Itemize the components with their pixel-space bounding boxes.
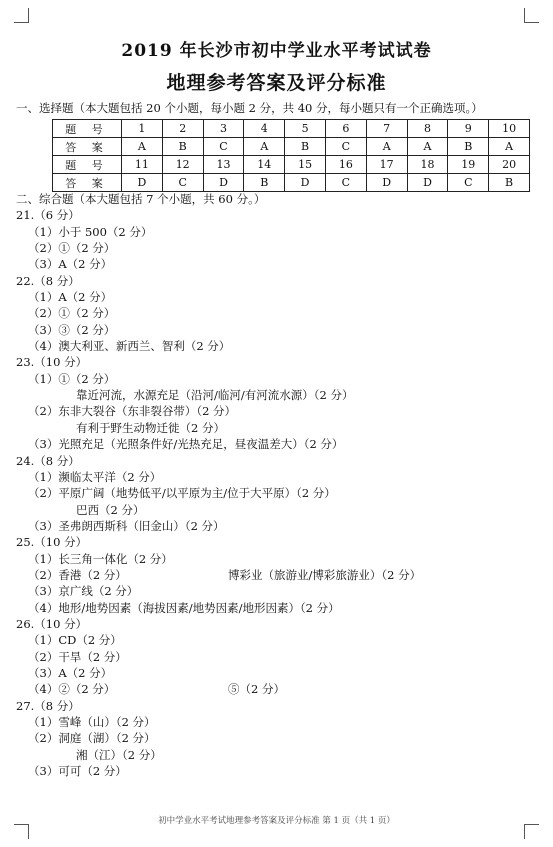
answer-line — [16, 567, 422, 583]
answer-text: （3）圣弗朗西斯科（旧金山）（2 分） — [28, 518, 225, 533]
table-cell: B — [489, 174, 530, 192]
table-cell: 10 — [489, 120, 530, 138]
section2-heading: 二、综合题（本大题包括 7 个小题，共 60 分。） — [16, 192, 266, 206]
table-cell: D — [366, 174, 407, 192]
page-footer: 初中学业水平考试地理参考答案及评分标准 第 1 页（共 1 页） — [158, 816, 395, 826]
table-cell: 11 — [122, 156, 163, 174]
answer-text: 巴西（2 分） — [76, 502, 145, 517]
table-cell: 19 — [448, 156, 489, 174]
crop-mark-bottom-left — [14, 824, 29, 839]
table-cell: D — [203, 174, 244, 192]
answer-text: （1）小于 500（2 分） — [28, 224, 153, 239]
table-row-answers — [53, 174, 530, 192]
table-cell: C — [162, 174, 203, 192]
table-row-label: 答 案 — [53, 138, 122, 156]
answer-line — [16, 502, 353, 518]
answer-text: 湘（江）（2 分） — [76, 747, 162, 762]
answer-line — [16, 469, 353, 485]
answer-text: （3）光照充足（光照条件好/光热充足，昼夜温差大）（2 分） — [28, 437, 344, 452]
answer-text-second-column: 博彩业（旅游业/博彩旅游业）（2 分） — [228, 567, 422, 582]
table-cell: 13 — [203, 156, 244, 174]
answer-line — [16, 600, 353, 616]
table-cell: 9 — [448, 120, 489, 138]
answer-text: （3）A（2 分） — [28, 257, 113, 272]
document-title: 2019 年长沙市初中学业水平考试试卷 — [121, 41, 432, 61]
table-cell: A — [244, 138, 285, 156]
answer-text: （2）平原广阔（地势低平/以平原为主/位于大平原）（2 分） — [28, 486, 336, 501]
answer-text: 27.（8 分） — [16, 698, 80, 713]
table-cell: A — [407, 138, 448, 156]
crop-mark-bottom-right — [524, 824, 539, 839]
question-heading — [16, 616, 353, 632]
answer-line — [16, 747, 353, 763]
section1-heading: 一、选择题（本大题包括 20 个小题，每小题 2 分，共 40 分，每小题只有一个正确选项。） — [16, 101, 483, 115]
answer-line — [16, 436, 353, 452]
answer-text: （3）京广线（2 分） — [28, 584, 139, 599]
answer-line — [16, 322, 353, 338]
comprehensive-answers — [16, 191, 422, 779]
table-cell: 17 — [366, 156, 407, 174]
table-cell: 6 — [325, 120, 366, 138]
table-row-numbers — [53, 120, 530, 138]
table-cell: A — [489, 138, 530, 156]
answer-text: 靠近河流，水源充足（沿河/临河/有河流水源）（2 分） — [76, 388, 354, 403]
answer-text: （1）①（2 分） — [28, 371, 116, 386]
answer-text: （1）长三角一体化（2 分） — [28, 551, 173, 566]
answer-line — [16, 551, 353, 567]
answer-line — [16, 387, 353, 403]
table-cell: A — [366, 138, 407, 156]
table-cell: D — [407, 174, 448, 192]
table-cell: 2 — [162, 120, 203, 138]
answer-text: （3）③（2 分） — [28, 322, 116, 337]
answer-text: 有利于野生动物迁徙（2 分） — [76, 420, 225, 435]
answer-text: （4）澳大利亚、新西兰、智利（2 分） — [28, 339, 231, 354]
answer-table — [52, 119, 530, 192]
crop-mark-top-left — [14, 8, 29, 23]
answer-line — [16, 289, 353, 305]
table-cell: 20 — [489, 156, 530, 174]
table-cell: C — [325, 174, 366, 192]
answer-text: 22.（8 分） — [16, 273, 80, 288]
table-row-label: 题 号 — [53, 120, 122, 138]
table-cell: 14 — [244, 156, 285, 174]
answer-line — [16, 583, 353, 599]
answer-text: （1）濒临太平洋（2 分） — [28, 469, 162, 484]
answer-text: 26.（10 分） — [16, 616, 88, 631]
answer-text: （1）A（2 分） — [28, 290, 113, 305]
answer-line — [16, 371, 353, 387]
question-heading — [16, 698, 353, 714]
answer-line — [16, 518, 353, 534]
question-heading — [16, 453, 353, 469]
table-cell: 8 — [407, 120, 448, 138]
table-cell: 18 — [407, 156, 448, 174]
answer-line — [16, 665, 353, 681]
answer-line — [16, 420, 353, 436]
question-heading — [16, 534, 353, 550]
table-row-label: 题 号 — [53, 156, 122, 174]
table-cell: 4 — [244, 120, 285, 138]
table-cell: 5 — [285, 120, 326, 138]
question-heading — [16, 207, 353, 223]
answer-line — [16, 403, 353, 419]
answer-line — [16, 649, 353, 665]
answer-line — [16, 256, 353, 272]
crop-mark-top-right — [524, 8, 539, 23]
answer-text: （2）香港（2 分） — [28, 567, 127, 582]
table-cell: C — [325, 138, 366, 156]
answer-text: 21.（6 分） — [16, 208, 80, 223]
answer-text: （2）干旱（2 分） — [28, 649, 127, 664]
question-heading — [16, 354, 353, 370]
answer-text: （4）②（2 分） — [28, 682, 116, 697]
table-cell: D — [285, 174, 326, 192]
answer-line — [16, 240, 353, 256]
table-cell: 7 — [366, 120, 407, 138]
table-cell: 1 — [122, 120, 163, 138]
answer-text: （3）A（2 分） — [28, 665, 113, 680]
answer-line — [16, 224, 353, 240]
table-cell: D — [122, 174, 163, 192]
table-row-numbers — [53, 156, 530, 174]
table-cell: 3 — [203, 120, 244, 138]
answer-text-second-column: ⑤（2 分） — [228, 682, 285, 697]
answer-text: （2）东非大裂谷（东非裂谷带）（2 分） — [28, 404, 237, 419]
table-cell: 12 — [162, 156, 203, 174]
answer-line — [16, 730, 353, 746]
answer-line — [16, 763, 353, 779]
answer-line — [16, 485, 353, 501]
table-row-label: 答 案 — [53, 174, 122, 192]
table-cell: 16 — [325, 156, 366, 174]
table-cell: B — [285, 138, 326, 156]
answer-text: （2）①（2 分） — [28, 241, 116, 256]
answer-text: （1）CD（2 分） — [28, 633, 122, 648]
table-cell: B — [244, 174, 285, 192]
table-cell: B — [162, 138, 203, 156]
answer-text: 23.（10 分） — [16, 355, 88, 370]
answer-text: （2）①（2 分） — [28, 306, 116, 321]
answer-line — [16, 681, 353, 697]
answer-text: 25.（10 分） — [16, 535, 88, 550]
answer-line — [16, 338, 353, 354]
answer-text: 24.（8 分） — [16, 453, 80, 468]
answer-line — [16, 632, 353, 648]
answer-line — [16, 305, 353, 321]
answer-text: （2）洞庭（湖）（2 分） — [28, 731, 156, 746]
answer-text: （4）地形/地势因素（海拔因素/地势因素/地形因素）（2 分） — [28, 600, 340, 615]
table-cell: C — [448, 174, 489, 192]
question-heading — [16, 273, 353, 289]
table-cell: B — [448, 138, 489, 156]
table-cell: C — [203, 138, 244, 156]
answer-text: （1）雪峰（山）（2 分） — [28, 715, 156, 729]
table-cell: A — [122, 138, 163, 156]
answer-text: （3）可可（2 分） — [28, 764, 127, 779]
table-cell: 15 — [285, 156, 326, 174]
document-subtitle: 地理参考答案及评分标准 — [166, 72, 387, 94]
table-row-answers — [53, 138, 530, 156]
answer-line — [16, 714, 353, 730]
